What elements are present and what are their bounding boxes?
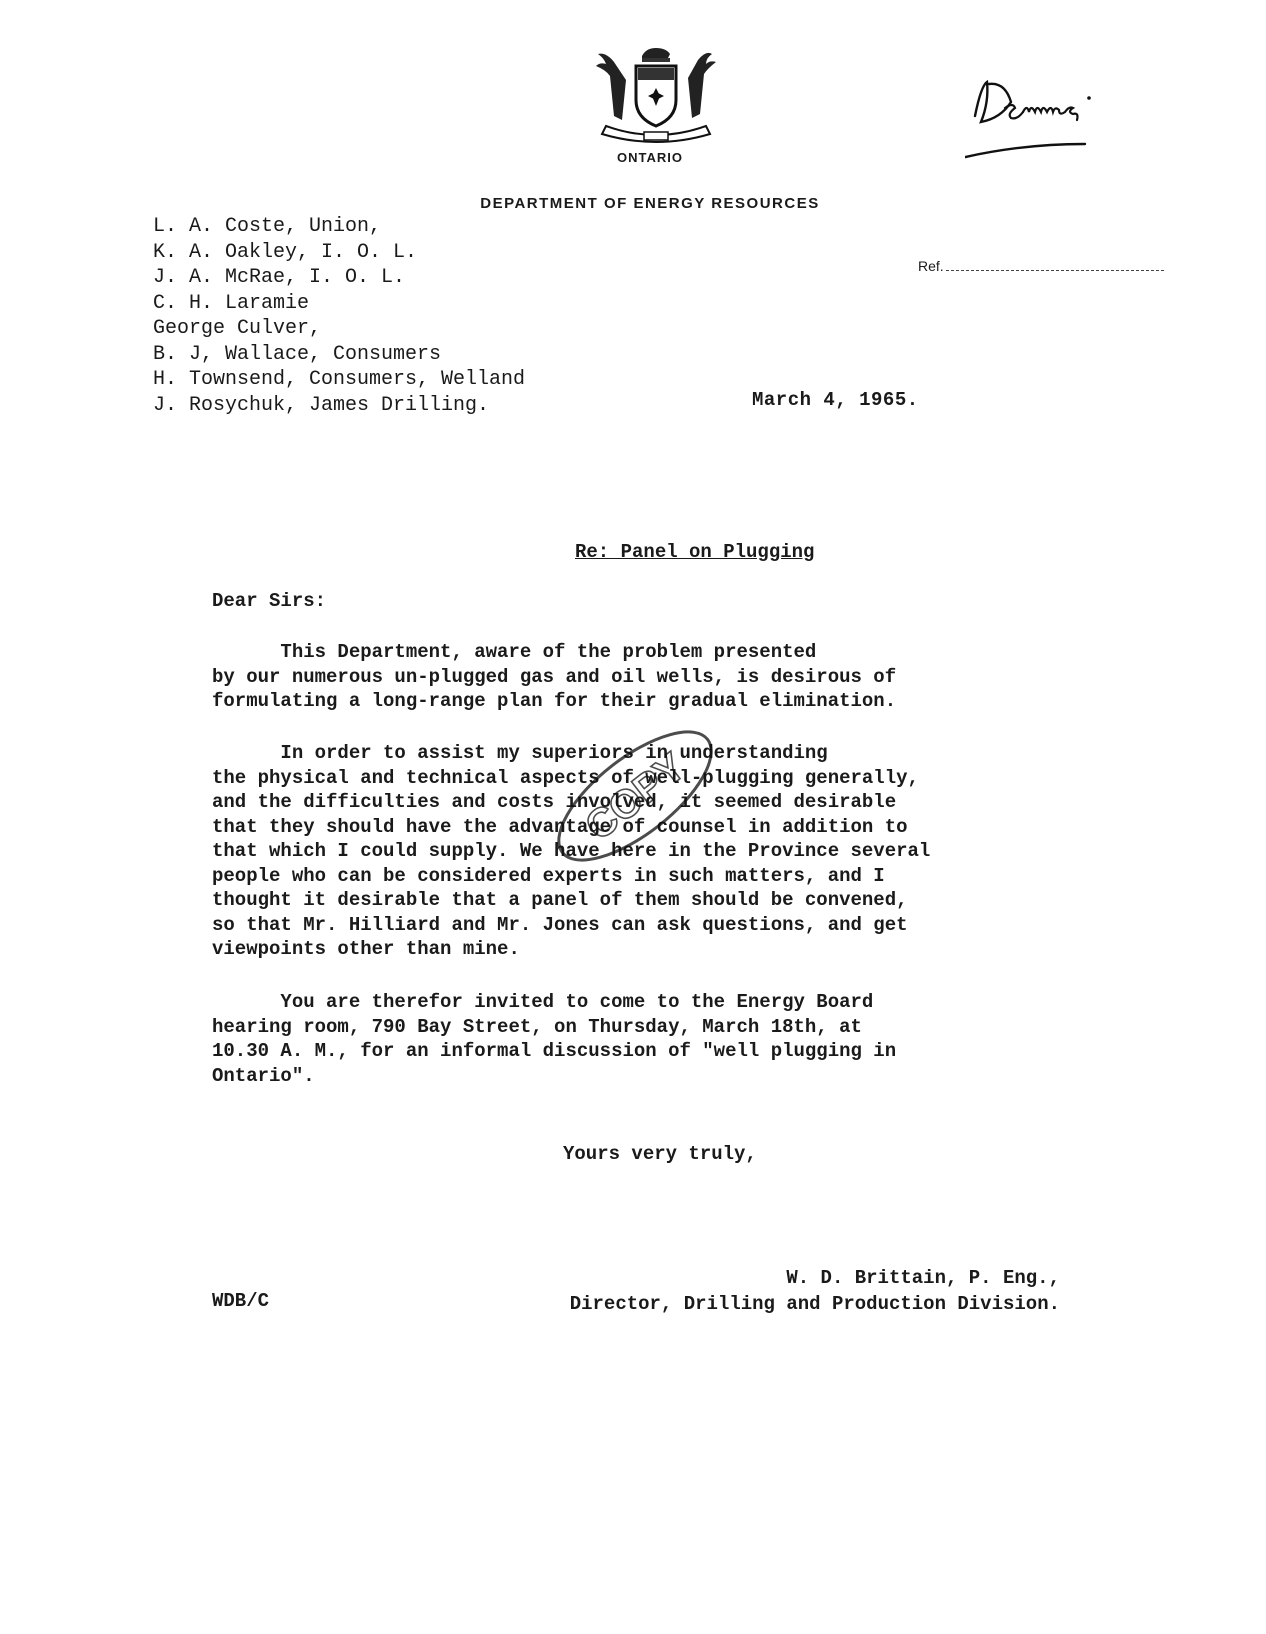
- department-name: DEPARTMENT OF ENERGY RESOURCES: [480, 195, 820, 212]
- body-line: and the difficulties and costs involved, it seemed desirable: [212, 791, 897, 813]
- ref-label: Ref.: [918, 258, 944, 274]
- svg-text:COPY: COPY: [577, 744, 694, 850]
- body-line: that they should have the advantage of counsel in addition to: [212, 815, 908, 838]
- ontario-coat-of-arms-icon: [592, 40, 720, 150]
- copy-stamp: [500, 726, 770, 866]
- body-line: formulating a long-range plan for their gradual elimination.: [212, 690, 897, 712]
- body-line: In order to assist my superiors in understanding: [212, 742, 828, 764]
- body-line: This Department, aware of the problem presented: [212, 641, 817, 663]
- body-line: that which I could supply. We have here in the Province several: [212, 840, 931, 862]
- recipient: H. Townsend, Consumers, Welland: [153, 368, 526, 391]
- recipient: George Culver,: [153, 317, 322, 340]
- signature-block: [525, 1265, 1060, 1317]
- body-line: hearing room, 790 Bay Street, on Thursday, March 18th, at: [212, 1015, 862, 1038]
- body-line: Ontario".: [212, 1064, 315, 1087]
- province-name: ONTARIO: [617, 150, 683, 165]
- recipient: J. A. McRae, I. O. L.: [153, 266, 406, 289]
- recipient: L. A. Coste, Union,: [153, 215, 382, 238]
- body-line: You are therefor invited to come to the Energy Board: [212, 991, 874, 1013]
- body-line: the physical and technical aspects of well-plugging generally,: [212, 766, 919, 789]
- typist-initials: WDB/C: [212, 1290, 270, 1312]
- handwritten-note: [965, 68, 1135, 168]
- body-line: people who can be considered experts in such matters, and I: [212, 864, 885, 887]
- body-paragraph-3: [212, 990, 896, 1088]
- recipient: C. H. Laramie: [153, 291, 310, 315]
- recipient: B. J, Wallace, Consumers: [153, 342, 442, 366]
- body-line: 10.30 A. M., for an informal discussion of "well plugging in: [212, 1040, 897, 1062]
- ref-blank-line: [946, 270, 1164, 271]
- closing: Yours very truly,: [563, 1143, 757, 1165]
- recipient: J. Rosychuk, James Drilling.: [153, 393, 490, 417]
- reference-field: [918, 258, 1173, 274]
- subject-line: Re: Panel on Plugging: [575, 541, 815, 563]
- signer-name: W. D. Brittain, P. Eng.,: [786, 1267, 1060, 1289]
- body-line: by our numerous un-plugged gas and oil wells, is desirous of: [212, 665, 897, 688]
- recipient: K. A. Oakley, I. O. L.: [153, 240, 418, 264]
- body-line: viewpoints other than mine.: [212, 938, 520, 960]
- body-line: so that Mr. Hilliard and Mr. Jones can ask questions, and get: [212, 913, 908, 936]
- salutation: Dear Sirs:: [212, 590, 327, 612]
- body-line: thought it desirable that a panel of them should be convened,: [212, 889, 908, 911]
- body-paragraph-1: [212, 640, 896, 714]
- recipient-list: [153, 214, 525, 418]
- signer-title: Director, Drilling and Production Division.: [569, 1293, 1060, 1315]
- letter-date: March 4, 1965.: [752, 389, 919, 411]
